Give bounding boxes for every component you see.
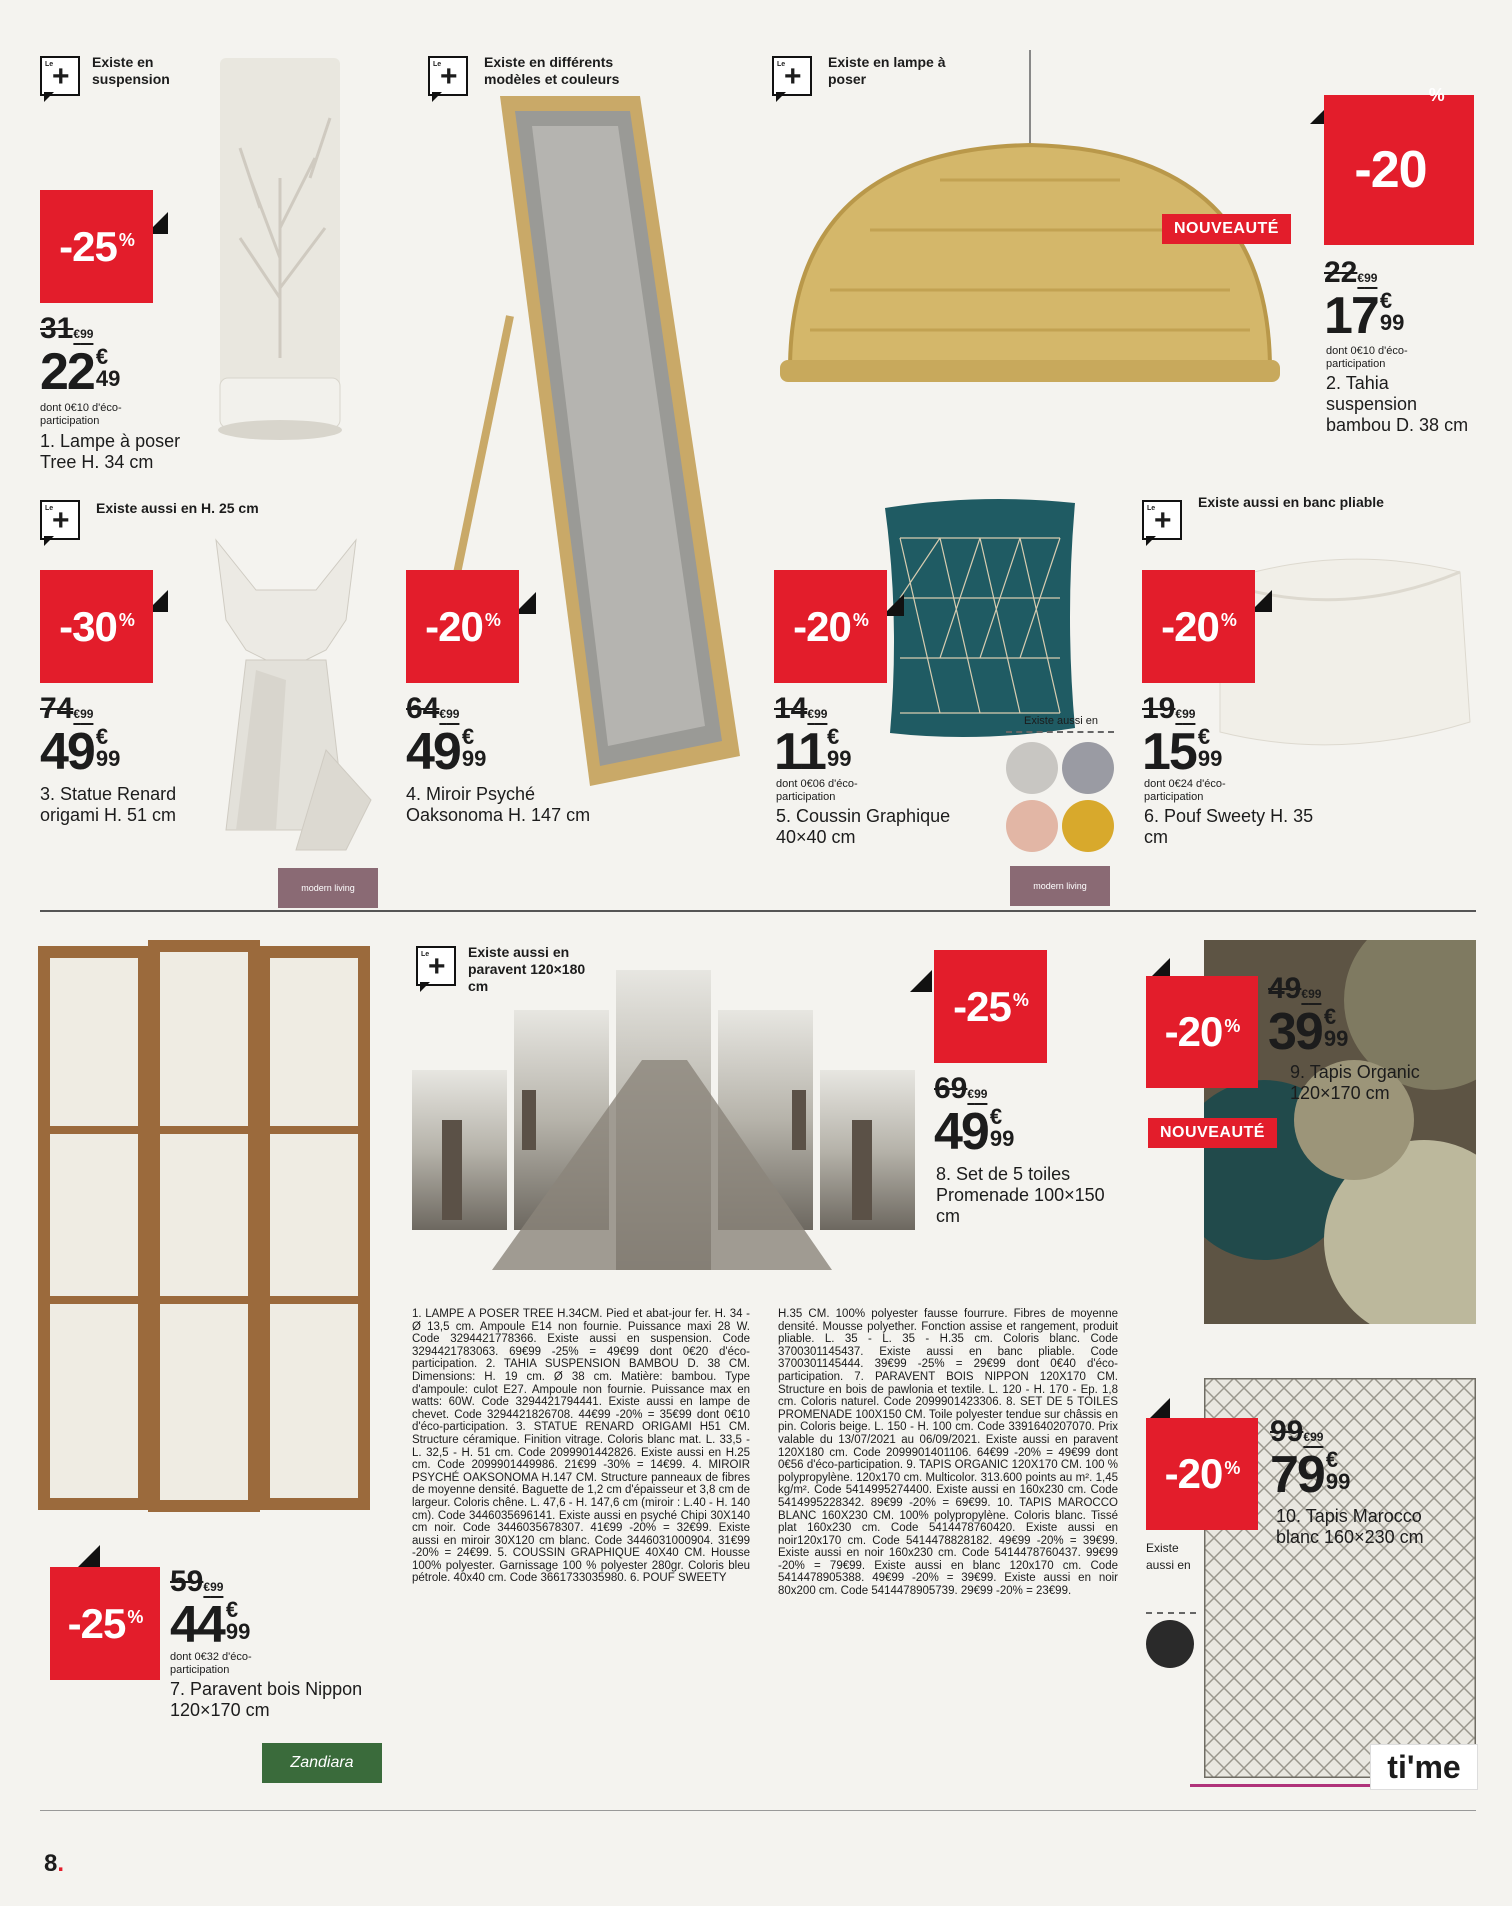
discount-flag xyxy=(910,970,932,992)
canvas-set-image xyxy=(412,970,922,1270)
modern-living-logo: modern living xyxy=(278,868,378,908)
discount-badge: -20 % xyxy=(406,570,519,683)
availability-note: Existe aussi en banc pliable xyxy=(1198,494,1384,510)
new-price: 15€ 99 xyxy=(1142,723,1223,781)
new-price: 17€ 99 xyxy=(1324,287,1405,345)
color-swatch-slate[interactable] xyxy=(1062,742,1114,794)
product-name: 3. Statue Renard origami H. 51 cm xyxy=(40,784,177,825)
new-price: 49€ 99 xyxy=(934,1103,1015,1161)
product-name: 1. Lampe à poser Tree H. 34 cm xyxy=(40,431,181,472)
product-name: 4. Miroir Psyché Oaksonoma H. 147 cm xyxy=(406,784,591,825)
discount-badge: -25 % xyxy=(40,190,153,303)
eco-participation: dont 0€32 d'éco-participation xyxy=(170,1651,252,1676)
color-variants-label: Existe aussi en xyxy=(1024,715,1098,727)
color-variants-label: Existe aussi en xyxy=(1146,1541,1191,1572)
new-price: 39€ 99 xyxy=(1268,1003,1349,1061)
discount-badge: -20 % xyxy=(1324,95,1474,245)
mirror-image xyxy=(440,86,750,798)
discount-badge: -25 % xyxy=(50,1567,160,1680)
discount-flag xyxy=(78,1545,100,1567)
description-column-2: H.35 CM. 100% polyester fausse fourrure. Fibres de moyenne densité. Mousse polyether. Fonction assise et rangement, produit pliable. L. 35 - L. 35 - H.35 cm. Coloris blanc. Code 3700301145437. Existe aussi en banc pliable. Code 3700301145444. 39€99 -25% = 29€99 dont 0€40 d'éco-participation. 7. PARAVENT BOIS NIPPON 120X170 CM. Structure en bois de pawlonia et textile. L. 120 - H. 170 - Ep. 1,8 cm. Coloris naturel. Code 2099901423306. 8. SET DE 5 TOILES PROMENADE 100X150 CM. Toile polyester tendue sur châssis en pin. Coloris beige. L. 150 - H. 100 cm. Code 3391640207070. Prix valable du 13/07/2021 au 06/09/2021. Existe aussi en paravent 120X180 cm. Code 2099901401106. 64€99 -20% = 49€99 dont 0€56 d'éco-participation. 9. TAPIS ORGANIC 120X170 CM. 100 % polypropylène. 120x170 cm. Multicolor. 313.600 points au m². 1,45 kg/m². Code 5414995274400. Existe aussi en 160x230 cm. Code 5414995228342. 89€99 -20% = 69€99. 10. TAPIS MAROCCO BLANC 160X230 CM. 100% polypropylène. Coloris blanc. Tissé plat 160x230 cm. Code 5414478760420. Existe aussi en noir120x170 cm. Code 5414478828182. 49€99 -20% = 39€99. Existe aussi en noir 160x230 cm. Code 5414478760437. 99€99 -20% = 79€99. Existe aussi en blanc 120x170 cm. Code 5414478905388. 49€99 -20% = 39€99. Existe aussi en noir 80x200 cm. Code 5414478905739. 29€99 -20% = 23€99. xyxy=(778,1308,1118,1598)
time-logo: ti'me xyxy=(1370,1744,1478,1790)
old-price: 59€99 xyxy=(170,1565,224,1598)
dashed-divider xyxy=(1006,731,1114,733)
availability-note: Existe en lampe à poser xyxy=(828,54,946,87)
new-price: 49€ 99 xyxy=(406,723,487,781)
fox-statue-image xyxy=(196,530,376,860)
availability-note: Existe aussi en paravent 120×180 cm xyxy=(468,944,586,994)
new-price: 22€ 49 xyxy=(40,343,121,401)
discount-badge: -20 % xyxy=(1146,976,1258,1088)
color-swatch-grey[interactable] xyxy=(1006,742,1058,794)
old-price: 14€99 xyxy=(774,692,828,725)
dashed-divider xyxy=(1146,1612,1196,1614)
new-price: 44€ 99 xyxy=(170,1596,251,1654)
old-price: 64€99 xyxy=(406,692,460,725)
eco-participation: dont 0€10 d'éco-participation xyxy=(40,402,122,427)
old-price: 49€99 xyxy=(1268,972,1322,1005)
old-price: 69€99 xyxy=(934,1072,988,1105)
new-price: 79€ 99 xyxy=(1270,1446,1351,1504)
eco-participation: dont 0€24 d'éco-participation xyxy=(1144,778,1226,803)
discount-badge: -30 % xyxy=(40,570,153,683)
more-options-icon: Le + xyxy=(40,56,84,100)
discount-flag xyxy=(1148,1398,1170,1420)
availability-note: Existe aussi en H. 25 cm xyxy=(96,500,259,516)
cushion-image xyxy=(880,498,1080,748)
page-number: 8. xyxy=(44,1850,65,1877)
brand-accent-line xyxy=(1190,1784,1370,1787)
color-swatch-mustard[interactable] xyxy=(1062,800,1114,852)
new-tag: NOUVEAUTÉ xyxy=(1162,214,1291,244)
product-name: 10. Tapis Marocco blanc 160×230 cm xyxy=(1276,1506,1424,1547)
eco-participation: dont 0€10 d'éco-participation xyxy=(1326,345,1408,370)
section-divider xyxy=(40,910,1476,912)
new-price: 11€ 99 xyxy=(774,723,852,781)
discount-badge: -20 % xyxy=(1146,1418,1258,1530)
product-name: 5. Coussin Graphique 40×40 cm xyxy=(776,806,951,847)
more-options-icon: Le + xyxy=(428,56,472,100)
availability-note: Existe en différents modèles et couleurs xyxy=(484,54,620,87)
eco-participation: dont 0€06 d'éco-participation xyxy=(776,778,858,803)
availability-note: Existe en suspension xyxy=(92,54,170,87)
old-price: 19€99 xyxy=(1142,692,1196,725)
footer-divider xyxy=(40,1810,1476,1811)
product-name: 7. Paravent bois Nippon 120×170 cm xyxy=(170,1679,363,1720)
discount-badge: -20 % xyxy=(774,570,887,683)
zandiara-logo: Zandiara xyxy=(262,1743,382,1783)
folding-screen-image xyxy=(30,940,380,1520)
more-options-icon: Le + xyxy=(40,500,84,544)
color-swatch-black[interactable] xyxy=(1146,1620,1194,1668)
old-price: 74€99 xyxy=(40,692,94,725)
product-name: 8. Set de 5 toiles Promenade 100×150 cm xyxy=(936,1164,1105,1226)
more-options-icon: Le + xyxy=(1142,500,1186,544)
discount-badge: -25 % xyxy=(934,950,1047,1063)
product-name: 2. Tahia suspension bambou D. 38 cm xyxy=(1326,373,1469,435)
old-price: 99€99 xyxy=(1270,1415,1324,1448)
color-swatch-pink[interactable] xyxy=(1006,800,1058,852)
old-price: 31€99 xyxy=(40,312,94,345)
old-price: 22€99 xyxy=(1324,256,1378,289)
more-options-icon: Le + xyxy=(416,946,460,990)
new-tag: NOUVEAUTÉ xyxy=(1148,1118,1277,1148)
new-price: 49€ 99 xyxy=(40,723,121,781)
modern-living-logo: modern living xyxy=(1010,866,1110,906)
discount-badge: -20 % xyxy=(1142,570,1255,683)
product-name: 6. Pouf Sweety H. 35 cm xyxy=(1144,806,1314,847)
description-column-1: 1. LAMPE À POSER TREE H.34CM. Pied et abat-jour fer. H. 34 - Ø 13,5 cm. Ampoule E14 non fournie. Puissance maxi 28 W. Code 3294421778366. Existe aussi en suspension. Code 3294421783063. 69€99 -25% = 49€99 dont 0€20 d'éco-participation. 2. TAHIA SUSPENSION BAMBOU D. 38 CM. Dimensions: H. 19 cm. Ø 38 cm. Matière: bambou. Type d'ampoule: culot E27. Ampoule non fournie. Puissance max en watts: 60W. Code 3294421794441. Existe aussi en lampe de chevet. Code 3294421826708. 44€99 -20% = 35€99 dont 0€10 d'éco-participation. 3. STATUE RENARD ORIGAMI H51 CM. Structure céramique. Finition vitrage. Coloris blanc mat. L. 33,5 - L. 32,5 - H. 51 cm. Code 2099901442826. Existe aussi en H.25 cm. Code 2099901449986. 21€99 -30% = 14€99. 4. MIROIR PSYCHÉ OAKSONOMA H.147 CM. Structure panneaux de fibres de moyenne densité. Baguette de 1,2 cm d'épaisseur et 3,8 cm de largeur. Coloris chêne. L. 47,6 - H. 147,6 cm (miroir : L.40 - H. 140 cm). Code 3446035696141. Existe aussi en psyché Chipi 30X140 cm noir. Code 3446035678307. 41€99 -20% = 32€99. Existe aussi en miroir 30X120 cm blanc. Code 3446031000904. 31€99 -20% = 24€99. 5. COUSSIN GRAPHIQUE 40X40 CM. Housse 100% polyester. Garnissage 100 % polyester 280gr. Coloris bleu pétrole. 40x40 cm. Code 3661733035980. 6. POUF SWEETY xyxy=(412,1308,750,1585)
table-lamp-image xyxy=(200,58,360,444)
product-name: 9. Tapis Organic 120×170 cm xyxy=(1290,1062,1420,1103)
more-options-icon: Le + xyxy=(772,56,816,100)
